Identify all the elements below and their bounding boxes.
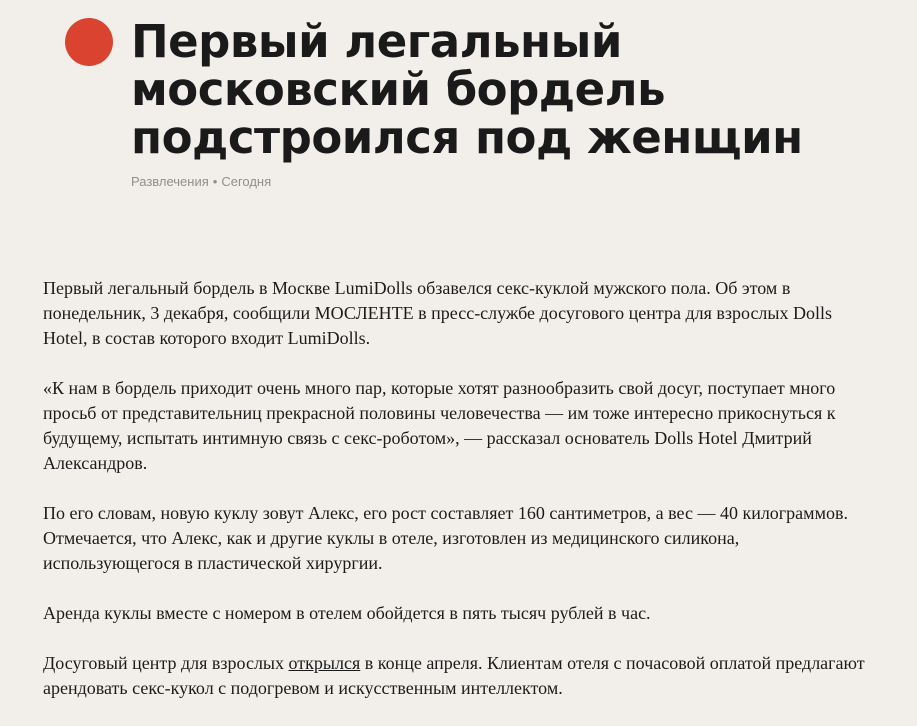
article-meta bbox=[131, 174, 271, 189]
publish-date: Сегодня bbox=[221, 174, 272, 189]
red-dot-icon bbox=[65, 18, 113, 66]
meta-separator: • bbox=[212, 174, 218, 189]
paragraph-5-end: в конце апреля. Клиентам отеля с почасовой оплатой предлагают арендовать секс-кукол с подогревом и искусственным интеллектом. bbox=[43, 653, 865, 698]
opened-link[interactable]: открылся bbox=[288, 653, 361, 673]
category-link[interactable]: Развлечения bbox=[131, 174, 209, 189]
paragraph-5-start: Досуговый центр для взрослых bbox=[43, 653, 289, 673]
paragraph-3: По его словам, новую куклу зовут Алекс, его рост составляет 160 сантиметров, а вес — 40 килограммов. Отмечается, что Алекс, как и другие куклы в отеле, изготовлен из медицинского силикона, использующегося в пластической хирургии. bbox=[43, 503, 848, 573]
paragraph-5 bbox=[43, 651, 873, 701]
article-body bbox=[43, 276, 873, 726]
page-title: Первый легальный московский бордель подстроился под женщин bbox=[131, 15, 803, 164]
paragraph-1: Первый легальный бордель в Москве LumiDolls обзавелся секс-куклой мужского пола. Об этом в понедельник, 3 декабря, сообщили МОСЛЕНТЕ в пресс-службе досугового центра для взрослых Dolls Hotel, в состав которого входит LumiDolls. bbox=[43, 278, 833, 348]
paragraph-4: Аренда куклы вместе с номером в отелем обойдется в пять тысяч рублей в час. bbox=[43, 603, 651, 623]
paragraph-2: «К нам в бордель приходит очень много пар, которые хотят разнообразить свой досуг, поступает много просьб от представительниц прекрасной половины человечества — им тоже интересно прикоснуться к будущему, испытать интимную связь с секс-роботом», — рассказал основатель Dolls Hotel Дмитрий Александров. bbox=[43, 378, 836, 473]
